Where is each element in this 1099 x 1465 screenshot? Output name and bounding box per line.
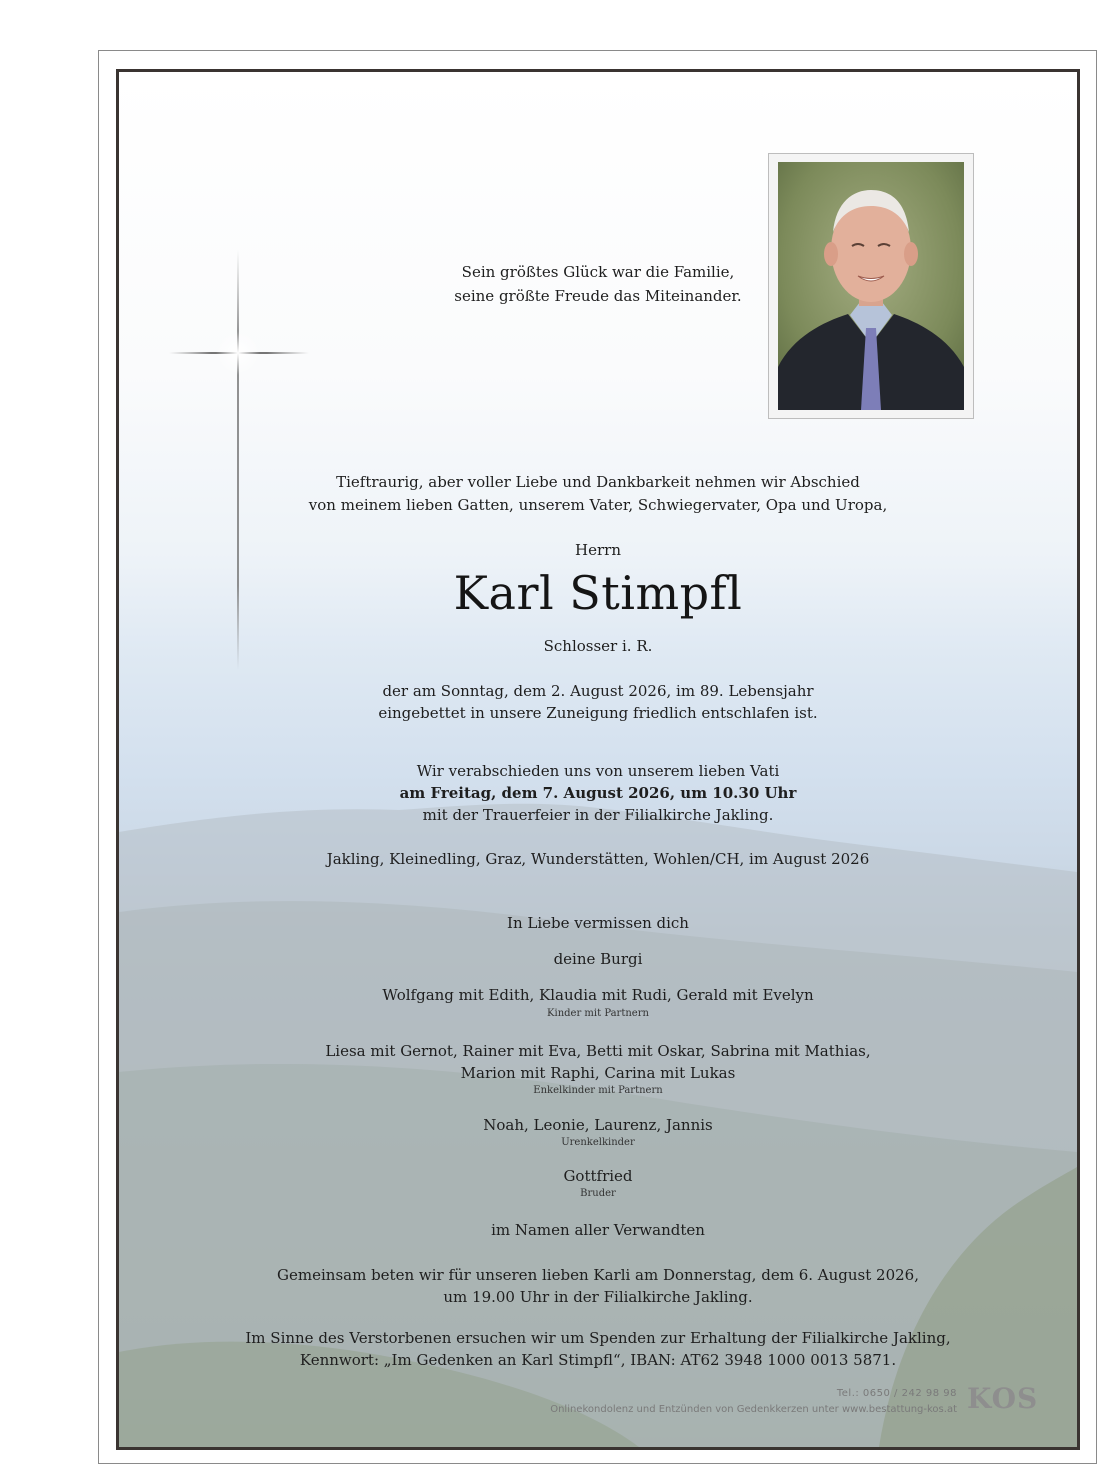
motto-line-2: seine größte Freude das Miteinander. [454,287,742,305]
deceased-name: Karl Stimpfl [453,566,743,620]
grandchildren-label: Enkelkinder mit Partnern [533,1085,663,1096]
mourner-greatgrandchildren: Noah, Leonie, Laurenz, Jannis [483,1116,713,1134]
kos-logo: KOS [967,1382,1039,1415]
salutation: Herrn [575,541,621,559]
profession: Schlosser i. R. [543,637,653,655]
mourner-grandchildren-1: Liesa mit Gernot, Rainer mit Eva, Betti mit Oskar, Sabrina mit Mathias, [325,1042,871,1060]
intro-line-2: von meinem lieben Gatten, unserem Vater, Schwiegervater, Opa und Uropa, [308,496,888,514]
funeral-line-3: mit der Trauerfeier in der Filialkirche Jakling. [422,806,774,824]
brother-label: Bruder [580,1188,616,1199]
mourner-spouse: deine Burgi [553,950,643,968]
places-line: Jakling, Kleinedling, Graz, Wunderstätten, Wohlen/CH, im August 2026 [326,850,870,868]
death-line-1: der am Sonntag, dem 2. August 2026, im 89. Lebensjahr [382,682,814,700]
motto-line-1: Sein größtes Glück war die Familie, [461,263,735,281]
condolence-url: Onlinekondolenz und Entzünden von Gedenkkerzen unter www.bestattung-kos.at [550,1404,957,1415]
mourner-brother: Gottfried [563,1167,633,1185]
funeral-line-2: am Freitag, dem 7. August 2026, um 10.30 Uhr [399,784,797,802]
obituary-card [116,69,1080,1450]
funeral-line-1: Wir verabschieden uns von unserem lieben Vati [416,762,780,780]
funeral-home-phone: Tel.: 0650 / 242 98 98 [836,1388,957,1399]
mourner-relatives: im Namen aller Verwandten [491,1221,705,1239]
death-line-2: eingebettet in unsere Zuneigung friedlich entschlafen ist. [378,704,818,722]
mourner-children: Wolfgang mit Edith, Klaudia mit Rudi, Gerald mit Evelyn [382,986,814,1004]
donation-line-2: Kennwort: „Im Gedenken an Karl Stimpfl“, IBAN: AT62 3948 1000 0013 5871. [299,1351,897,1369]
children-label: Kinder mit Partnern [547,1008,649,1019]
prayer-line-1: Gemeinsam beten wir für unseren lieben Karli am Donnerstag, dem 6. August 2026, [277,1266,919,1284]
greatgrandchildren-label: Urenkelkinder [561,1137,635,1148]
mourner-grandchildren-2: Marion mit Raphi, Carina mit Lukas [460,1064,736,1082]
mourners-heading: In Liebe vermissen dich [507,914,689,932]
prayer-line-2: um 19.00 Uhr in der Filialkirche Jakling. [443,1288,753,1306]
intro-line-1: Tieftraurig, aber voller Liebe und Dankbarkeit nehmen wir Abschied [336,473,860,491]
donation-line-1: Im Sinne des Verstorbenen ersuchen wir um Spenden zur Erhaltung der Filialkirche Jakling, [245,1329,951,1347]
